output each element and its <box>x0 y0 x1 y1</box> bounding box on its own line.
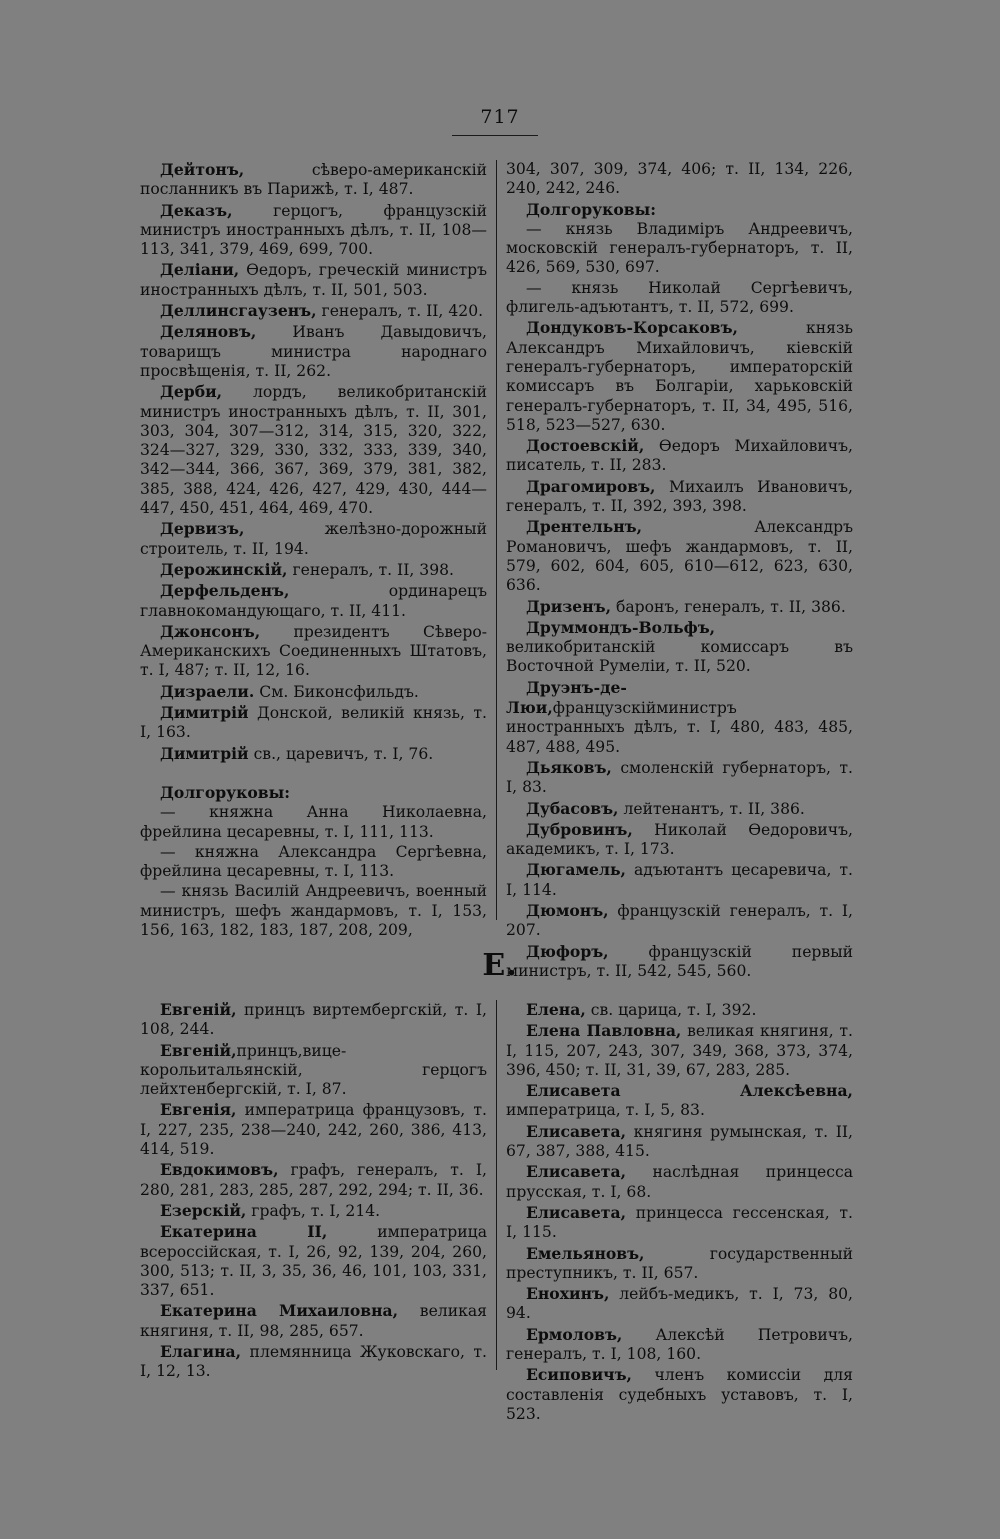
entry-name: Дерби, <box>160 382 223 402</box>
entry-description: императрица французовъ, т. I, 227, 235, 238—240, 242, 260, 386, 413, 414, 519. <box>140 1101 487 1159</box>
index-entry <box>506 1284 853 1324</box>
family-member-entry: — княжна Александра Сергѣевна, фрейлина цесаревны, т. I, 113. <box>140 842 487 881</box>
entry-description: Александръ Романовичъ, шефъ жандармовъ, т. II, 579, 602, 604, 605, 610—612, 623, 630, 636. <box>506 518 853 595</box>
entry-description: баронъ, генералъ, т. II, 386. <box>611 597 846 616</box>
entry-description: св. царица, т. I, 392. <box>585 1001 757 1019</box>
entry-description: графъ, т. I, 214. <box>246 1201 381 1220</box>
index-entry <box>506 1244 853 1284</box>
entry-name: Джонсонъ, <box>160 621 261 641</box>
entry-description: великобританскій комиссаръ въ Восточной Румеліи, т. II, 520. <box>506 638 853 676</box>
index-column-bottom-left <box>140 1000 487 1383</box>
entry-name: Елисавета Алексѣевна, <box>526 1081 853 1101</box>
entry-name: Дизраели. <box>160 681 255 701</box>
index-entry <box>140 160 487 200</box>
entry-name: Дюфоръ, <box>526 941 609 961</box>
entry-description: Ѳедоръ, греческій министръ иностранныхъ дѣлъ, т. II, 501, 503. <box>140 261 487 299</box>
entry-description: принцесса гессенская, т. I, 115. <box>506 1203 853 1242</box>
entry-description: княгиня румынская, т. II, 67, 387, 388, 415. <box>506 1122 853 1161</box>
entry-name: Достоевскій, <box>526 436 645 456</box>
entry-name: Дризенъ, <box>526 596 612 616</box>
index-entry <box>140 703 487 743</box>
entry-description: генералъ, т. II, 420. <box>316 302 484 321</box>
index-entry <box>506 799 853 819</box>
entry-description: императрица, т. I, 5, 83. <box>506 1101 705 1120</box>
entry-description: президентъ Сѣверо-Американскихъ Соединенныхъ Штатовъ, т. I, 487; т. II, 12, 16. <box>140 622 487 680</box>
entry-name: Ермоловъ, <box>526 1324 623 1344</box>
index-entry <box>140 1000 487 1040</box>
index-column-top-right <box>506 160 853 982</box>
entry-name: Дейтонъ, <box>160 160 245 179</box>
family-member-entry: — князь Николай Сергѣевичъ, флигель-адъютантъ, т. II, 572, 699. <box>506 278 853 317</box>
entry-name: Деказъ, <box>160 200 233 220</box>
entry-name: Енохинъ, <box>526 1284 610 1304</box>
section-letter-heading: Е. <box>482 948 518 983</box>
family-heading: Долгоруковы: <box>526 199 656 219</box>
entry-description: св., царевичъ, т. I, 76. <box>248 744 434 763</box>
index-entry <box>506 1203 853 1243</box>
index-entry <box>140 519 487 559</box>
index-entry <box>506 678 853 757</box>
index-entry <box>140 201 487 260</box>
family-member-entry: — княжна Анна Николаевна, фрейлина цесаревны, т. I, 111, 113. <box>140 803 487 841</box>
index-entry <box>140 560 487 580</box>
index-entry <box>140 260 487 300</box>
entry-name: Евгеній, <box>160 1040 237 1060</box>
entry-description: Михаилъ Ивановичъ, генералъ, т. II, 392, 393, 398. <box>506 477 853 516</box>
entry-name: Деляновъ, <box>160 322 257 342</box>
index-entry <box>506 860 853 900</box>
entry-continuation: 304, 307, 309, 374, 406; т. II, 134, 226, 240, 242, 246. <box>506 160 853 198</box>
index-entry <box>506 477 853 517</box>
index-entry <box>506 436 853 476</box>
entry-name: Деллинсгаузенъ, <box>160 301 317 321</box>
entry-description: государственный преступникъ, т. II, 657. <box>506 1244 853 1282</box>
entry-name: Елена Павловна, <box>526 1021 682 1041</box>
index-entry <box>140 622 487 681</box>
entry-description: французскійминистръ иностранныхъ дѣлъ, т. I, 480, 483, 485, 487, 488, 495. <box>506 699 853 756</box>
index-entry <box>506 318 853 435</box>
index-entry <box>140 1041 487 1100</box>
index-entry <box>140 1201 487 1221</box>
index-entry <box>140 1100 487 1159</box>
entry-description: императрица всероссійская, т. I, 26, 92, 139, 204, 260, 300, 513; т. II, 3, 35, 36, 46, 101, 103, 331, 337, 651. <box>140 1223 487 1300</box>
entry-description: членъ комиссіи для составленія судебныхъ уставовъ, т. I, 523. <box>506 1366 853 1423</box>
column-divider-bottom <box>496 1000 497 1370</box>
index-entry <box>506 1021 853 1080</box>
entry-name: Дервизъ, <box>160 519 245 539</box>
entry-description: Донской, великій князь, т. I, 163. <box>140 704 487 742</box>
entry-name: Емельяновъ, <box>526 1243 645 1263</box>
index-entry <box>506 1162 853 1202</box>
index-column-top-left <box>140 160 487 941</box>
family-member-entry: — князь Владиміръ Андреевичъ, московскій генералъ-губернаторъ, т. II, 426, 569, 530, 697. <box>506 219 853 277</box>
entry-name: Димитрій <box>160 703 249 723</box>
entry-description: принцъ виртембергскій, т. I, 108, 244. <box>140 1001 487 1039</box>
index-entry <box>506 1000 853 1020</box>
entry-description: смоленскій губернаторъ, т. I, 83. <box>506 758 853 797</box>
entry-name: Елена, <box>526 1000 586 1019</box>
index-entry <box>506 901 853 941</box>
entry-name: Екатерина II, <box>160 1222 328 1242</box>
index-entry <box>140 744 487 764</box>
entry-name: Деліани, <box>160 260 240 280</box>
entry-name: Екатерина Михаиловна, <box>160 1301 399 1321</box>
entry-description: французскій генералъ, т. I, 207. <box>506 901 853 940</box>
page-number-rule <box>452 135 538 136</box>
entry-description: Николай Ѳедоровичъ, академикъ, т. I, 173. <box>506 820 853 859</box>
index-entry <box>140 322 487 381</box>
entry-name: Дюгамель, <box>526 860 626 880</box>
family-member-entry: — князь Василій Андреевичъ, военный министръ, шефъ жандармовъ, т. I, 153, 156, 163, 182, 183, 187, 208, 209, <box>140 882 487 939</box>
entry-description: сѣверо-американскій посланникъ въ Парижѣ, т. I, 487. <box>140 161 487 199</box>
entry-name: Дондуковъ-Корсаковъ, <box>526 318 738 338</box>
page-number: 717 <box>480 106 520 128</box>
index-entry <box>506 1122 853 1162</box>
entry-description: Иванъ Давыдовичъ, товарищъ министра народнаго просвѣщенія, т. II, 262. <box>140 323 487 380</box>
index-entry <box>506 1325 853 1365</box>
entry-name: Евдокимовъ, <box>160 1160 279 1180</box>
entry-description: герцогъ, французскій министръ иностранныхъ дѣлъ, т. II, 108—113, 341, 379, 469, 699, 700. <box>140 201 487 259</box>
entry-name: Дубровинъ, <box>526 819 633 839</box>
entry-description: французскій первый министръ, т. II, 542, 545, 560. <box>506 942 853 980</box>
entry-name: Евгеній, <box>160 1000 237 1019</box>
entry-description: племянница Жуковскаго, т. I, 12, 13. <box>140 1343 487 1381</box>
entry-description: графъ, генералъ, т. I, 280, 281, 283, 285, 287, 292, 294; т. II, 36. <box>140 1161 487 1199</box>
entry-name: Друммондъ-Вольфъ, <box>526 617 716 637</box>
entry-name: Елисавета, <box>526 1121 626 1141</box>
entry-name: Езерскій, <box>160 1200 247 1220</box>
entry-description: великая княгиня, т. II, 98, 285, 657. <box>140 1302 487 1340</box>
entry-description: Алексѣй Петровичъ, генералъ, т. I, 108, 160. <box>506 1325 853 1364</box>
index-entry <box>506 597 853 617</box>
index-entry <box>506 758 853 798</box>
index-entry <box>140 382 487 518</box>
entry-description: адъютантъ цесаревича, т. I, 114. <box>506 861 853 899</box>
family-heading: Долгоруковы: <box>160 782 290 802</box>
entry-name: Есиповичъ, <box>526 1365 632 1385</box>
entry-description: великая княгиня, т. I, 115, 207, 243, 307, 349, 368, 373, 374, 396, 450; т. II, 31, 39, 67, 283, 285. <box>506 1022 854 1079</box>
entry-name: Димитрій <box>160 743 249 763</box>
entry-name: Друэнъ-де-Люи, <box>506 677 627 718</box>
index-entry <box>140 581 487 621</box>
entry-description: ординарецъ главнокомандующаго, т. II, 411. <box>140 582 487 620</box>
index-entry <box>506 618 853 677</box>
entry-description: Ѳедоръ Михайловичъ, писатель, т. II, 283. <box>506 437 853 475</box>
index-entry <box>506 1081 853 1121</box>
index-entry <box>140 301 487 321</box>
entry-name: Дерожинскій, <box>160 559 288 579</box>
entry-description: желѣзно-дорожный строитель, т. II, 194. <box>140 520 487 558</box>
entry-description: лейтенантъ, т. II, 386. <box>618 799 805 818</box>
entry-name: Елисавета, <box>526 1162 626 1182</box>
index-entry <box>140 1160 487 1200</box>
entry-description: принцъ,вице-корольитальянскій, герцогъ лейхтенбергскій, т. I, 87. <box>140 1041 487 1099</box>
entry-description: лейбъ-медикъ, т. I, 73, 80, 94. <box>506 1285 853 1323</box>
entry-description: князь Александръ Михайловичъ, кіевскій генералъ-губернаторъ, императорскій комиссаръ въ Болгаріи, харьковскій генералъ-губернаторъ, т. II, 34, 495, 516, 518, 523—527, 630. <box>506 319 853 434</box>
index-entry <box>140 1301 487 1341</box>
entry-description: См. Биконсфильдъ. <box>254 682 419 701</box>
index-entry <box>140 1222 487 1300</box>
entry-description: лордъ, великобританскій министръ иностранныхъ дѣлъ, т. II, 301, 303, 304, 307—312, 314, 315, 320, 322, 324—327, 329, 330, 332, 333, 339, 340, 342—344, 366, 367, 369, 379, 381, 382, 385, 388, 424, 426, 427, 429, 430, 444—447, 450, 451, 464, 469, 470. <box>140 383 487 518</box>
entry-name: Дубасовъ, <box>526 798 619 818</box>
column-divider-top <box>496 160 497 920</box>
index-entry <box>506 1365 853 1424</box>
entry-name: Дрентельнъ, <box>526 517 643 537</box>
entry-name: Дерфельденъ, <box>160 581 290 601</box>
entry-name: Дюмонъ, <box>526 900 609 920</box>
entry-description: генералъ, т. II, 398. <box>287 560 454 579</box>
entry-name: Евгенія, <box>160 1100 237 1120</box>
entry-description: наслѣдная принцесса прусская, т. I, 68. <box>506 1163 853 1201</box>
index-entry <box>506 517 853 595</box>
entry-name: Дьяковъ, <box>526 757 612 777</box>
entry-name: Драгомировъ, <box>526 476 656 496</box>
index-column-bottom-right <box>506 1000 853 1425</box>
index-entry <box>140 682 487 702</box>
entry-name: Елагина, <box>160 1342 242 1362</box>
entry-name: Елисавета, <box>526 1202 626 1222</box>
index-entry <box>140 1342 487 1382</box>
index-entry <box>506 820 853 860</box>
